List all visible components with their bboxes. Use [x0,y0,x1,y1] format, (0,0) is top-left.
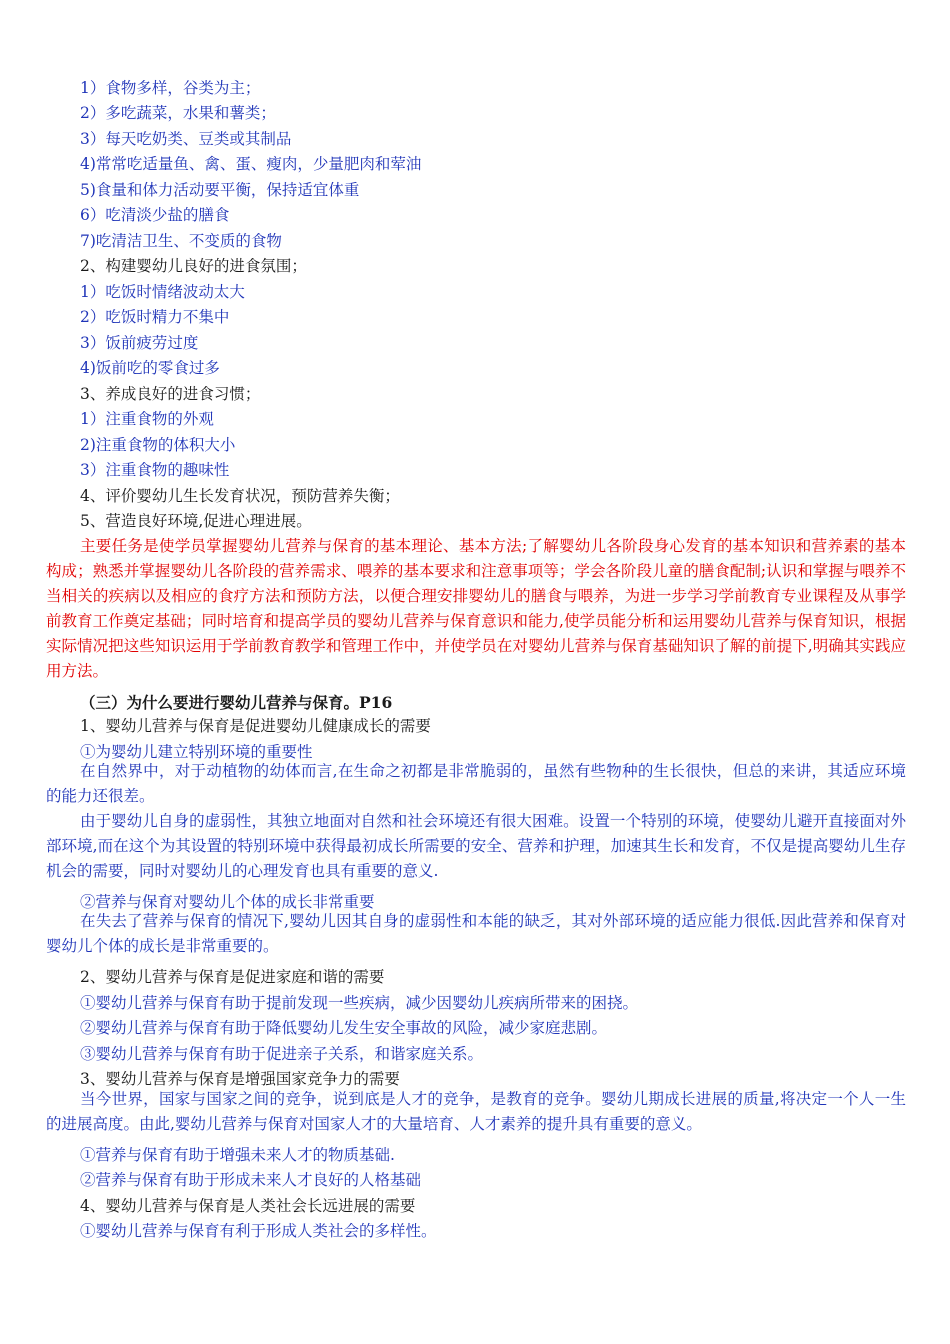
item-4-heading: 4、评价婴幼儿生长发育状况，预防营养失衡； [80,487,400,505]
need-4-title: 4、婴幼儿营养与保育是人类社会长远进展的需要 [80,1197,416,1215]
item-3-heading: 3、养成良好的进食习惯； [80,385,261,403]
need-1-subheading-1: ①为婴幼儿建立特别环境的重要性 [80,743,313,761]
need-1-paragraph-1: 在自然界中，对于动植物的幼体而言,在生命之初都是非常脆弱的，虽然有些物种的生长很快，但总的来讲，其适应环境的能力还很差。 [46,762,906,805]
need-2-title: 2、婴幼儿营养与保育是促进家庭和谐的需要 [80,968,385,986]
diet-guideline-2: 2）多吃蔬菜，水果和薯类； [80,104,276,122]
need-3-item-1: ①营养与保育有助于增强未来人才的物质基础. [80,1146,395,1164]
need-2-item-1: ①婴幼儿营养与保育有助于提前发现一些疾病，减少因婴幼儿疾病所带来的困挠。 [80,994,639,1012]
need-2-item-3: ③婴幼儿营养与保育有助于促进亲子关系，和谐家庭关系。 [80,1045,484,1063]
item-2-heading: 2、构建婴幼儿良好的进食氛围； [80,257,307,275]
item-5-heading: 5、营造良好环境,促进心理进展。 [80,512,312,530]
need-2-item-2: ②婴幼儿营养与保育有助于降低婴幼儿发生安全事故的风险，减少家庭悲剧。 [80,1019,608,1037]
habit-item-1: 1）注重食物的外观 [80,410,214,428]
need-1-paragraph-3: 在失去了营养与保育的情况下,婴幼儿因其自身的虚弱性和本能的缺乏，其对外部环境的适应能力很低.因此营养和保育对婴幼儿个体的成长是非常重要的。 [46,912,906,955]
diet-guideline-6: 6）吃清淡少盐的膳食 [80,206,230,224]
atmosphere-item-2: 2）吃饭时精力不集中 [80,308,230,326]
need-4-item-1: ①婴幼儿营养与保育有利于形成人类社会的多样性。 [80,1222,437,1240]
diet-guideline-3: 3）每天吃奶类、豆类或其制品 [80,130,292,148]
need-3-paragraph: 当今世界，国家与国家之间的竞争，说到底是人才的竞争，是教育的竞争。婴幼儿期成长进展的质量,将决定一个人一生的进展高度。由此,婴幼儿营养与保育对国家人才的大量培育、人才素养的提升具有重要的意义。 [46,1090,906,1133]
diet-guideline-4: 4)常常吃适量鱼、禽、蛋、瘦肉，少量肥肉和荤油 [80,155,422,173]
need-1-paragraph-2: 由于婴幼儿自身的虚弱性，其独立地面对自然和社会环境还有很大困难。设置一个特别的环境，使婴幼儿避开直接面对外部环境,而在这个为其设置的特别环境中获得最初成长所需要的安全、营养和护理，加速其生长和发育，不仅是提高婴幼儿生存机会的需要，同时对婴幼儿的心理发育也具有重要的意义. [46,812,906,880]
atmosphere-item-1: 1）吃饭时情绪波动太大 [80,283,245,301]
habit-item-2: 2)注重食物的体积大小 [80,436,236,454]
atmosphere-item-4: 4)饭前吃的零食过多 [80,359,220,377]
need-3-title: 3、婴幼儿营养与保育是增强国家竞争力的需要 [80,1070,400,1088]
habit-item-3: 3）注重食物的趣味性 [80,461,230,479]
need-1-subheading-2: ②营养与保育对婴幼儿个体的成长非常重要 [80,893,375,911]
main-task-paragraph: 主要任务是使学员掌握婴幼儿营养与保育的基本理论、基本方法;了解婴幼儿各阶段身心发育的基本知识和营养素的基本构成；熟悉并掌握婴幼儿各阶段的营养需求、喂养的基本要求和注意事项等；学会各阶段儿童的膳食配制;认识和掌握与喂养不当相关的疾病以及相应的食疗方法和预防方法，以便合理安排婴幼儿的膳食与喂养，为进一步学习学前教育专业课程及从事学前教育工作奠定基础；同时培育和提高学员的婴幼儿营养与保育意识和能力,使学员能分析和运用婴幼儿营养与保育知识，根据实际情况把这些知识运用于学前教育教学和管理工作中，并使学员在对婴幼儿营养与保育基础知识了解的前提下,明确其实践应用方法。 [46,537,906,680]
diet-guideline-7: 7)吃清洁卫生、不变质的食物 [80,232,282,250]
atmosphere-item-3: 3）饭前疲劳过度 [80,334,199,352]
need-3-item-2: ②营养与保育有助于形成未来人才良好的人格基础 [80,1171,422,1189]
diet-guideline-5: 5)食量和体力活动要平衡，保持适宜体重 [80,181,360,199]
diet-guideline-1: 1）食物多样，谷类为主； [80,79,261,97]
need-1-title: 1、婴幼儿营养与保育是促进婴幼儿健康成长的需要 [80,717,431,735]
section-3-heading: （三）为什么要进行婴幼儿营养与保育。P16 [80,693,393,712]
